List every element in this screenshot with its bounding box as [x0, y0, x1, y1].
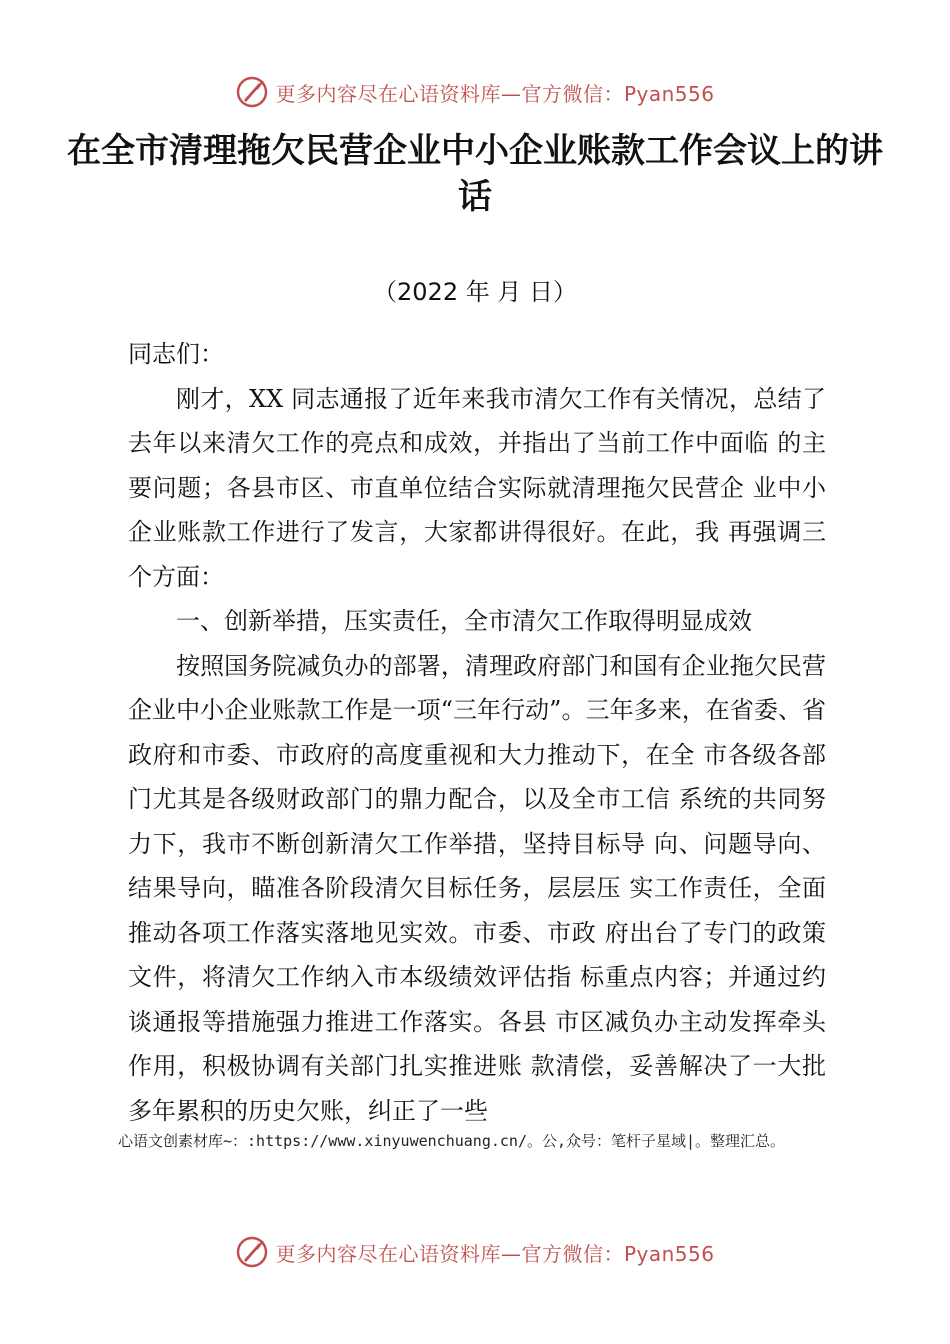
document-body	[128, 332, 826, 1133]
paragraph: 刚才，XX 同志通报了近年来我市清欠工作有关情况，总结了去年以来清欠工作的亮点和成效，并指出了当前工作中面临 的主要问题；各县市区、市直单位结合实际就清理拖欠民营企 业中小企业账款工作进行了发言，大家都讲得很好。在此，我 再强调三个方面：	[128, 384, 826, 591]
section-heading: 一、创新举措，压实责任，全市清欠工作取得明显成效	[176, 607, 752, 635]
watermark-text: 更多内容尽在心语资料库—官方微信：Pyan556	[275, 81, 715, 106]
paragraph: 按照国务院减负办的部署，清理政府部门和国有企业拖欠民营企业中小企业账款工作是一项“三年行动”。三年多来，在省委、省政府和市委、市政府的高度重视和大力推动下，在全 市各级各部门尤其是各级财政部门的鼎力配合，以及全市工信 系统的共同努力下，我市不断创新清欠工作举措，坚持目标导 向、问题导向、结果导向，瞄准各阶段清欠目标任务，层层压 实工作责任，全面推动各项工作落实落地见实效。市委、市政 府出台了专门的政策文件，将清欠工作纳入市本级绩效评估指 标重点内容；并通过约谈通报等措施强力推进工作落实。各县 市区减负办主动发挥牵头作用，积极协调有关部门扎实推进账 款清偿，妥善解决了一大批多年累积的历史欠账，纠正了一些	[128, 651, 826, 1125]
header-watermark-banner	[0, 72, 950, 112]
salutation: 同志们：	[128, 340, 224, 368]
footer-watermark-banner	[0, 1232, 950, 1272]
watermark-text: 更多内容尽在心语资料库—官方微信：Pyan556	[275, 1241, 715, 1266]
quill-pen-logo-icon	[235, 1235, 269, 1269]
document-date: （2022 年 月 日）	[373, 278, 577, 306]
source-footnote: 心语文创素材库~：:https://www.xinyuwenchuang.cn/。公,众号：笔杆子星域|。整理汇总。	[118, 1132, 786, 1150]
quill-pen-logo-icon	[235, 75, 269, 109]
document-title: 在全市清理拖欠民营企业中小企业账款工作会议上的讲话	[67, 131, 883, 217]
